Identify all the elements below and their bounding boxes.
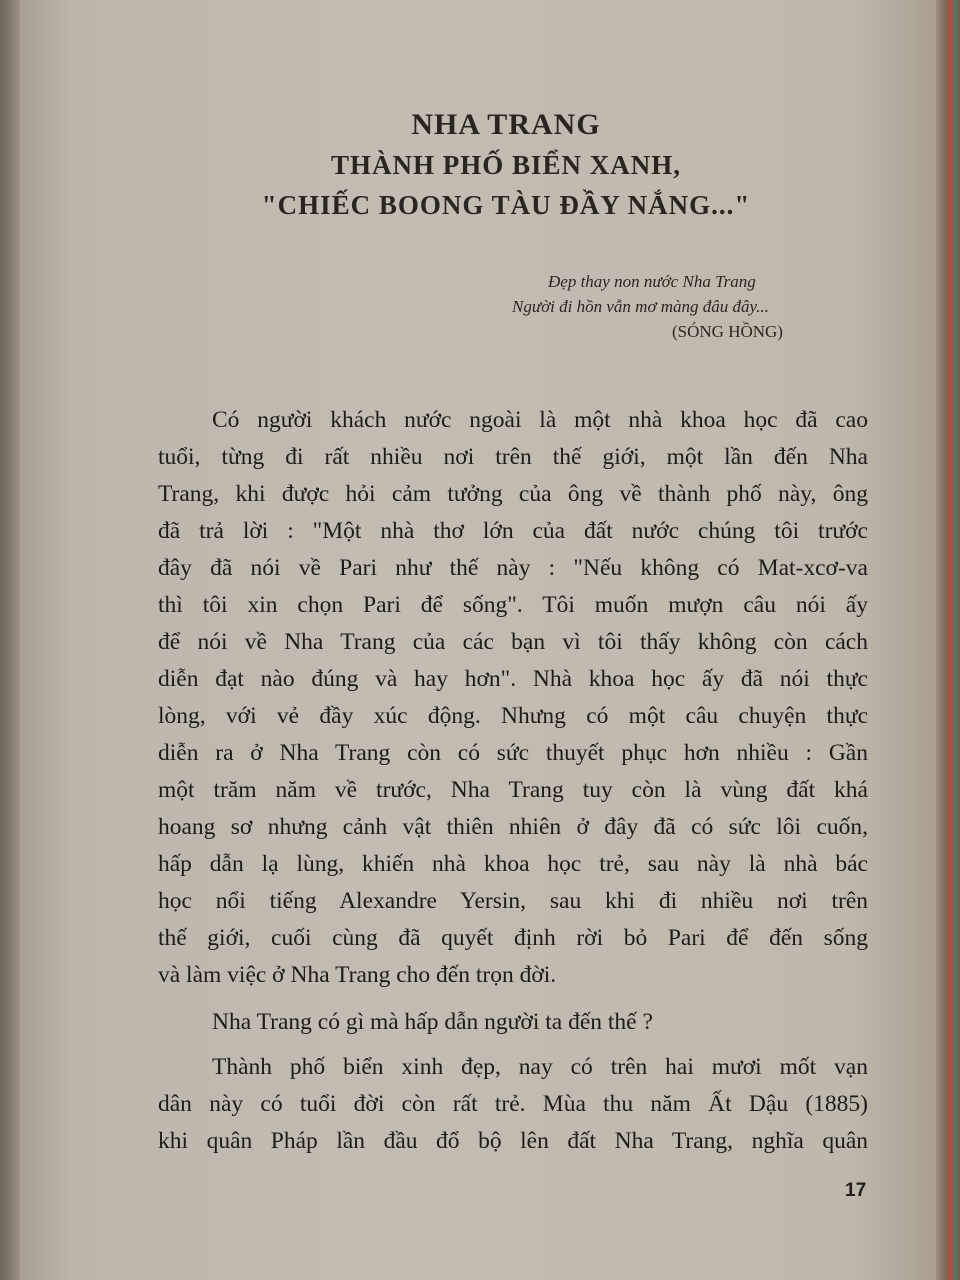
body-text-line: Có người khách nước ngoài là một nhà khoa học đã cao [212,407,868,433]
epigraph-line-1: Đẹp thay non nước Nha Trang [548,272,756,291]
body-text-line: tuổi, từng đi rất nhiều nơi trên thế giới, một lần đến Nha [158,444,868,470]
body-text-line: khi quân Pháp lần đầu đổ bộ lên đất Nha Trang, nghĩa quân [158,1128,868,1154]
title-line-1: NHA TRANG [411,108,601,141]
title-line-2: THÀNH PHỐ BIỂN XANH, [330,150,682,180]
body-text-line: lòng, với vẻ đầy xúc động. Nhưng có một câu chuyện thực [158,703,868,729]
body-text-line: dân này có tuổi đời còn rất trẻ. Mùa thu năm Ất Dậu (1885) [158,1091,868,1117]
body-text-line: đây đã nói về Pari như thế này : "Nếu không có Mat-xcơ-va [158,555,868,581]
body-text-line: học nổi tiếng Alexandre Yersin, sau khi đi nhiều nơi trên [158,888,868,914]
body-text-line: một trăm năm về trước, Nha Trang tuy còn là vùng đất khá [158,777,868,803]
body-text-line: diễn ra ở Nha Trang còn có sức thuyết phục hơn nhiều : Gần [158,740,868,766]
title-line-3: "CHIẾC BOONG TÀU ĐẦY NẮNG..." [261,190,751,220]
epigraph-line-2: Người đi hồn vẫn mơ màng đâu đây... [512,297,769,316]
body-text-line: thế giới, cuối cùng đã quyết định rời bỏ Pari để đến sống [158,925,868,951]
body-text-line: diễn đạt nào đúng và hay hơn". Nhà khoa học ấy đã nói thực [158,666,868,692]
body-text-line: hấp dẫn lạ lùng, khiến nhà khoa học trẻ, sau này là nhà bác [158,851,868,877]
body-text-line: hoang sơ nhưng cảnh vật thiên nhiên ở đây đã có sức lôi cuốn, [158,814,868,840]
body-text-line: và làm việc ở Nha Trang cho đến trọn đời. [158,962,557,988]
page-number: 17 [845,1180,867,1201]
body-text-line: Trang, khi được hỏi cảm tưởng của ông về thành phố này, ông [158,481,868,507]
body-text-line: thì tôi xin chọn Pari để sống". Tôi muốn mượn câu nói ấy [158,592,868,618]
body-text-line: đã trả lời : "Một nhà thơ lớn của đất nước chúng tôi trước [158,518,868,544]
body-text-line: để nói về Nha Trang của các bạn vì tôi thấy không còn cách [158,629,868,655]
epigraph-source: (SÓNG HỒNG) [672,322,783,341]
body-text-line: Nha Trang có gì mà hấp dẫn người ta đến thế ? [212,1009,653,1035]
body-text-line: Thành phố biển xinh đẹp, nay có trên hai mươi mốt vạn [212,1054,868,1080]
